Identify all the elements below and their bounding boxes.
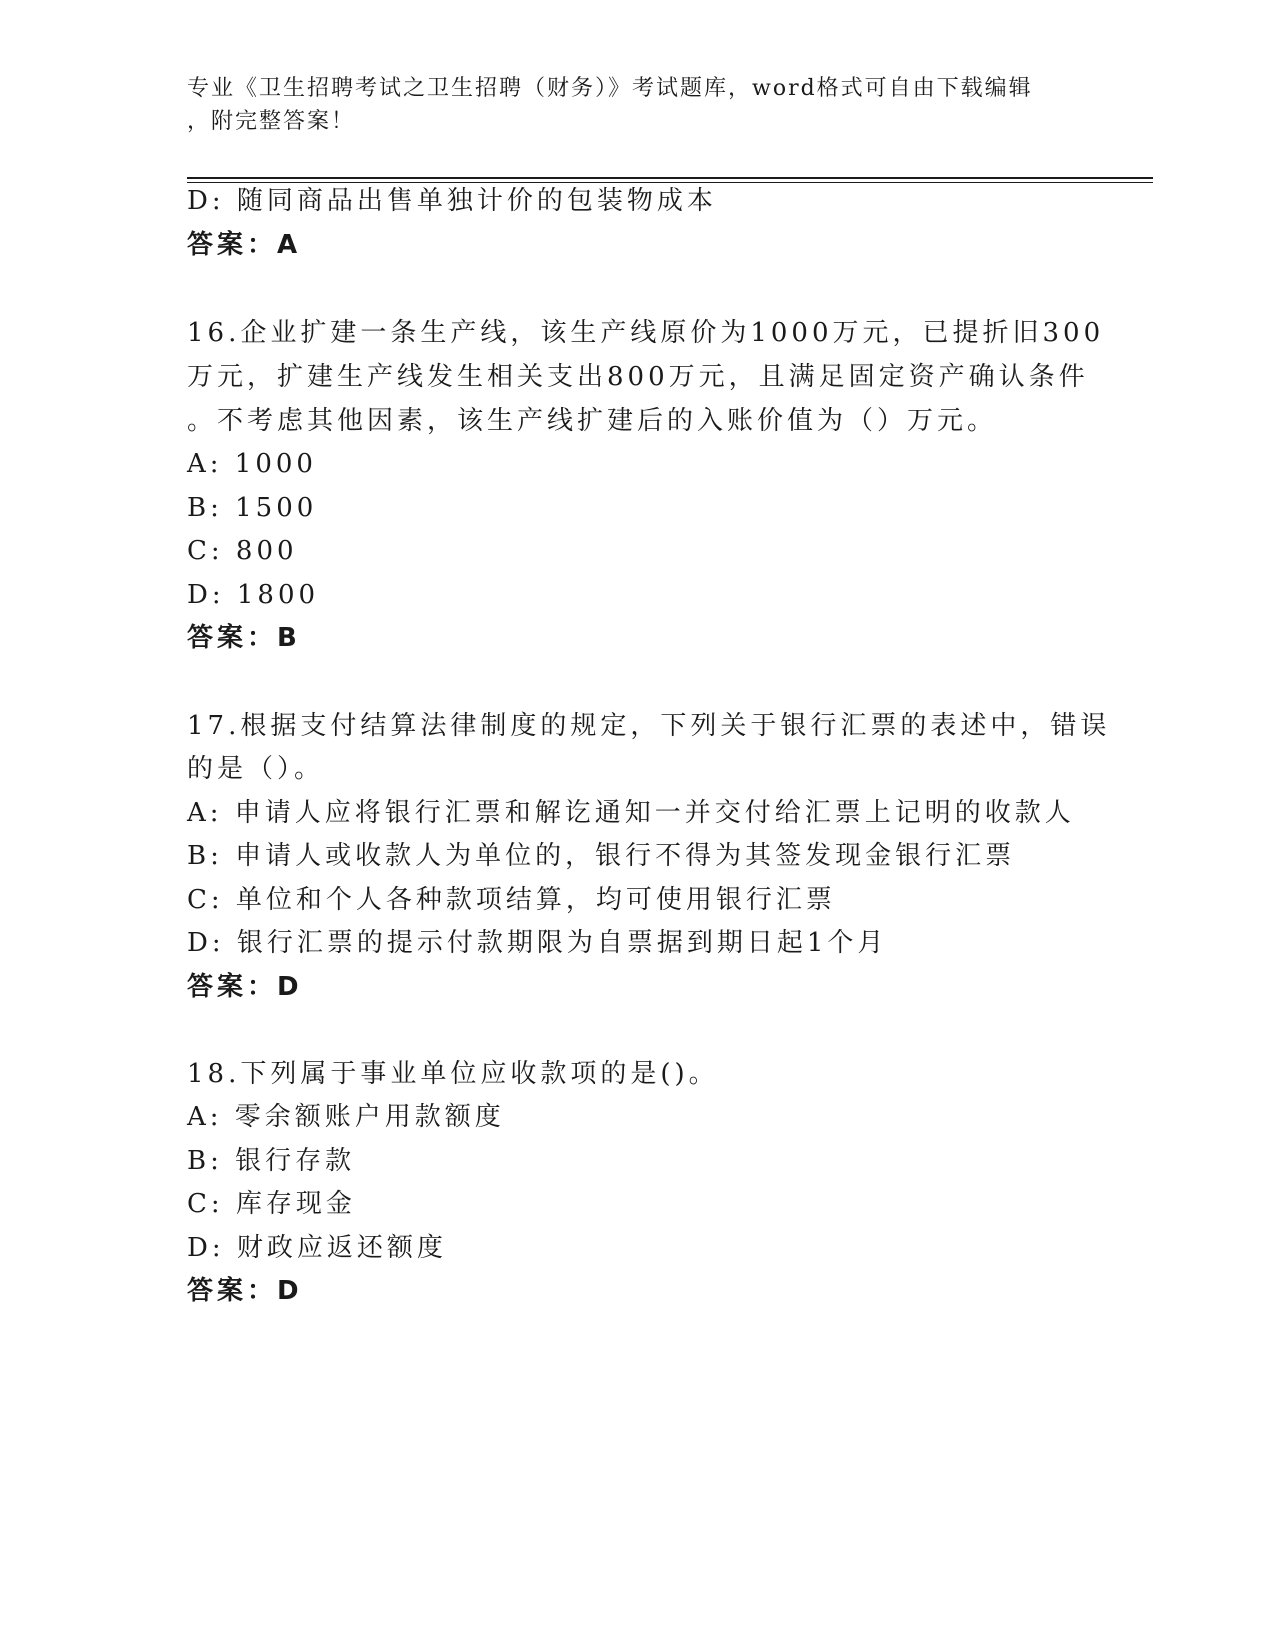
question-16-option-a: A: 1000 <box>187 449 317 479</box>
question-18-answer: 答案：D <box>187 1276 303 1306</box>
question-17-option-d: D: 银行汇票的提示付款期限为自票据到期日起1个月 <box>187 928 888 958</box>
question-16-stem-line-3: 。不考虑其他因素，该生产线扩建后的入账价值为（）万元。 <box>187 406 998 436</box>
question-16-answer: 答案：B <box>187 623 301 653</box>
question-18-option-a: A: 零余额账户用款额度 <box>187 1102 505 1132</box>
question-18-stem-line-1: 18.下列属于事业单位应收款项的是()。 <box>187 1059 719 1089</box>
option-d: D: 随同商品出售单独计价的包装物成本 <box>187 186 717 216</box>
question-16-option-b: B: 1500 <box>187 493 318 523</box>
question-18-option-c: C: 库存现金 <box>187 1189 356 1219</box>
question-16-option-c: C: 800 <box>187 536 298 566</box>
question-16-stem-line-2: 万元，扩建生产线发生相关支出800万元，且满足固定资产确认条件 <box>187 362 1089 392</box>
question-17-option-b: B: 申请人或收款人为单位的，银行不得为其签发现金银行汇票 <box>187 841 1016 871</box>
question-17-answer: 答案：D <box>187 972 303 1002</box>
question-17-option-a: A: 申请人应将银行汇票和解讫通知一并交付给汇票上记明的收款人 <box>187 798 1075 828</box>
answer-line: 答案：A <box>187 230 302 260</box>
document-header: 专业《卫生招聘考试之卫生招聘（财务）》考试题库，word格式可自由下载编辑 ，附完整答案！ <box>187 76 1033 134</box>
question-16-stem-line-1: 16.企业扩建一条生产线，该生产线原价为1000万元，已提折旧300 <box>187 318 1105 348</box>
question-17-stem-line-2: 的是（）。 <box>187 754 325 784</box>
question-17-stem-line-1: 17.根据支付结算法律制度的规定，下列关于银行汇票的表述中，错误 <box>187 711 1111 741</box>
question-18-option-d: D: 财政应返还额度 <box>187 1233 447 1263</box>
question-17-option-c: C: 单位和个人各种款项结算，均可使用银行汇票 <box>187 885 836 915</box>
question-18-option-b: B: 银行存款 <box>187 1146 356 1176</box>
question-16-option-d: D: 1800 <box>187 580 320 610</box>
